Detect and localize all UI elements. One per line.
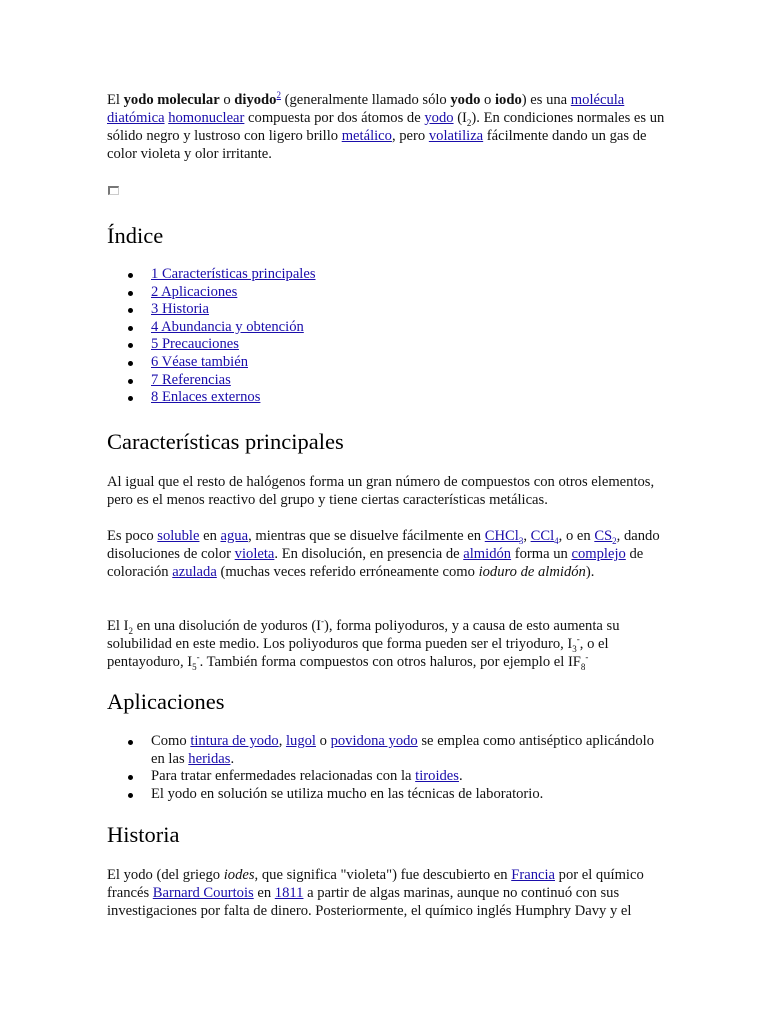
text: ). En condiciones normales es un sólido negro y lustroso con ligero brillo <box>107 110 665 144</box>
toc-link-historia[interactable]: 3 Historia <box>151 301 209 318</box>
bold-term: yodo <box>450 92 481 108</box>
toc-link-vease[interactable]: 6 Véase también <box>151 353 248 370</box>
italic-term: iodes <box>223 867 255 883</box>
link-violeta[interactable]: violeta <box>234 546 275 562</box>
caracteristicas-paragraph-2: Es poco soluble en agua, mientras que se disuelve fácilmente en CHCl$_3$, CCl$_4$, o en $CS_2$, dando disoluciones de color violeta. En disolución, en presencia de almidón forma un complejo de coloración azulada (muchas veces referido erróneamente como ioduro de almidón). <box>107 528 660 580</box>
link-almidon[interactable]: almidón <box>463 546 512 562</box>
list-item: Para tratar enfermedades relacionadas con la tiroides. <box>107 768 667 786</box>
link-povidona-yodo[interactable]: povidona yodo <box>330 733 418 749</box>
link-homonuclear[interactable]: homonuclear <box>168 110 245 126</box>
text: o <box>480 92 495 108</box>
toc-item <box>107 372 667 390</box>
link-diatomica[interactable]: diatómica <box>107 110 165 126</box>
section-title-caracteristicas: Características principales <box>107 429 344 454</box>
toc-item <box>107 284 667 302</box>
link-tiroides[interactable]: tiroides <box>415 768 459 785</box>
text: (generalmente llamado sólo <box>280 92 451 108</box>
text: , pero <box>391 128 429 144</box>
link-barnard-courtois[interactable]: Barnard Courtois <box>152 885 254 901</box>
toc-item <box>107 319 667 337</box>
caracteristicas-paragraph-1: Al igual que el resto de halógenos forma un gran número de compuestos con otros elementos, pero es el menos reactivo del grupo y tiene ciertas características metálicas. <box>107 474 655 508</box>
section-title-historia: Historia <box>107 822 180 847</box>
toc-link-enlaces[interactable]: 8 Enlaces externos <box>151 389 261 406</box>
toc-link-abundancia[interactable]: 4 Abundancia y obtención <box>151 318 304 335</box>
toc-title: Índice <box>107 223 164 248</box>
toc-item <box>107 266 667 284</box>
link-yodo[interactable]: yodo <box>424 110 454 126</box>
toc-item <box>107 389 667 407</box>
text: (I <box>453 110 467 126</box>
toc-item <box>107 301 667 319</box>
text: ) es una <box>521 92 571 108</box>
link-cs2[interactable]: $CS_2$ <box>594 528 617 546</box>
toc-link-precauciones[interactable]: 5 Precauciones <box>151 336 239 353</box>
text: o <box>219 92 235 108</box>
list-item: Como tintura de yodo, lugol o povidona yodo se emplea como antiséptico aplicándolo en las heridas. <box>107 733 667 768</box>
italic-term: ioduro de almidón <box>478 564 586 580</box>
bold-term: diyodo <box>234 92 277 108</box>
link-ccl4[interactable]: CCl$_4$ <box>530 528 559 546</box>
link-molecula[interactable]: molécula <box>570 92 625 108</box>
link-tintura-de-yodo[interactable]: tintura de yodo <box>190 733 279 749</box>
link-francia[interactable]: Francia <box>511 867 555 883</box>
link-volatiliza[interactable]: volatiliza <box>428 128 484 144</box>
link-lugol[interactable]: lugol <box>285 733 316 749</box>
toc-link-caracteristicas[interactable]: 1 Características principales <box>151 266 316 282</box>
historia-paragraph-1: El yodo (del griego iodes, que significa "violeta") fue descubierto en Francia por el químico francés Barnard Courtois en 1811 a partir de algas marinas, aunque no continuó con sus investigaciones por falta de dinero. Posteriormente, el químico inglés Humphry Davy y el <box>107 867 644 919</box>
broken-image-icon <box>108 186 119 195</box>
aplicaciones-list <box>107 733 667 803</box>
caracteristicas-paragraph-3: El $I_2$ en una disolución de yoduros (I-), forma poliyoduros, y a causa de esto aumenta su solubilidad en este medio. Los poliyoduros que forma pueden ser el triyoduro, $I_3^-$, o el pentayoduro, $I_5^-$. También forma compuestos con otros haluros, por ejemplo el $IF_8^-$ <box>107 616 620 672</box>
bold-term: yodo molecular <box>123 92 220 108</box>
intro-paragraph <box>107 91 667 163</box>
link-heridas[interactable]: heridas <box>188 750 231 767</box>
link-soluble[interactable]: soluble <box>157 528 200 544</box>
link-azulada[interactable]: azulada <box>172 564 217 580</box>
link-1811[interactable]: 1811 <box>274 885 304 901</box>
toc-link-aplicaciones[interactable]: 2 Aplicaciones <box>151 283 238 300</box>
toc-list <box>107 266 667 407</box>
list-item: El yodo en solución se utiliza mucho en las técnicas de laboratorio. <box>107 786 667 804</box>
toc-link-referencias[interactable]: 7 Referencias <box>151 371 231 388</box>
bold-term: iodo <box>494 92 522 108</box>
link-complejo[interactable]: complejo <box>571 546 626 562</box>
subscript: 2 <box>466 117 472 128</box>
toc-item <box>107 354 667 372</box>
link-chcl3[interactable]: CHCl$_3$ <box>484 528 524 546</box>
text: El <box>107 92 124 108</box>
toc-item <box>107 336 667 354</box>
link-metalico[interactable]: metálico <box>341 128 392 144</box>
text: compuesta por dos átomos de <box>244 110 425 126</box>
reference-link[interactable]: 2 <box>276 90 281 101</box>
text: fácilmente dando un gas de color violeta y olor irritante. <box>107 128 647 162</box>
section-title-aplicaciones: Aplicaciones <box>107 689 225 714</box>
link-agua[interactable]: agua <box>220 528 249 544</box>
